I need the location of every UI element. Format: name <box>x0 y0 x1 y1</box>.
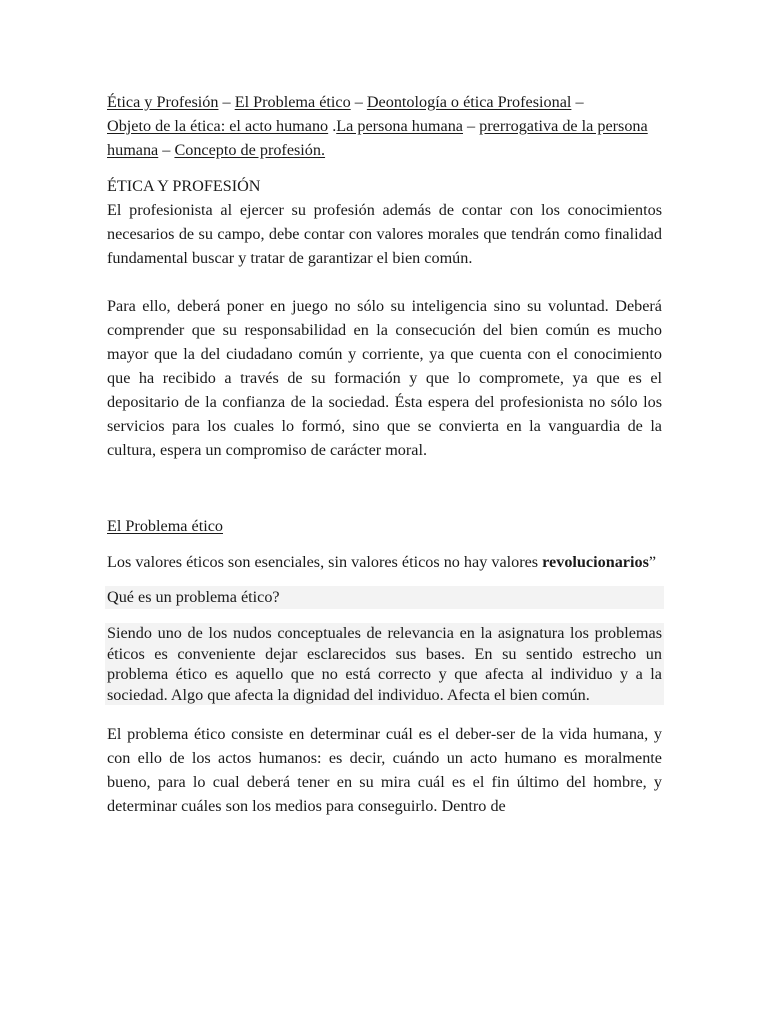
paragraph-para-ello: Para ello, deberá poner en juego no sólo su inteligencia sino su voluntad. Deberá comprender que su responsabilidad en la consecución del bien común es mucho mayor que la del ciudadano común y corriente, ya que cuenta con el conocimiento que ha recibido a través de su formación y que lo compromete, ya que es el depositario de la confianza de la sociedad. Ésta espera del profesionista no sólo los servicios para los cuales lo formó, sino que se convierta en la vanguardia de la cultura, espera un compromiso de carácter moral. <box>107 297 662 459</box>
toc-separator: – <box>462 117 480 135</box>
question-problema-etico: Qué es un problema ético? <box>105 586 664 609</box>
toc-link-prerrogativa[interactable]: prerrogativa de la persona humana <box>107 117 648 159</box>
paragraph-deber-ser: El problema ético consiste en determinar cuál es el deber-ser de la vida humana, y con ello de los actos humanos: es decir, cuándo un acto humano es moralmente bueno, para lo cual deberá tener en su mira cuál es el fin último del hombre, y determinar cuáles son los medios para conseguirlo. Dentro de <box>107 725 662 815</box>
toc-link-concepto-profesion[interactable]: Concepto de profesión. <box>174 141 326 159</box>
toc-separator: – <box>350 93 367 111</box>
table-of-contents <box>107 90 662 162</box>
section-heading-problema-etico: El Problema ético <box>107 517 223 535</box>
definition-problema-etico: Siendo uno de los nudos conceptuales de relevancia en la asignatura los problemas éticos es conveniente dejar esclarecidos sus bases. En su sentido estrecho un problema ético es aquello que no está correcto y que afecta al individuo y a la sociedad. Algo que afecta la dignidad del individuo. Afecta el bien común. <box>107 624 662 704</box>
quote-bold-word: revolucionarios <box>542 553 649 571</box>
section-heading-etica-profesion: ÉTICA Y PROFESIÓN <box>107 177 261 195</box>
quote-closing-mark: ” <box>648 553 657 571</box>
toc-separator: – <box>158 141 175 159</box>
toc-separator: – <box>218 93 235 111</box>
toc-link-persona-humana[interactable]: La persona humana <box>336 117 463 135</box>
toc-link-objeto-etica[interactable]: Objeto de la ética: el acto humano <box>107 117 329 135</box>
document-page <box>107 90 662 818</box>
quote-valores-eticos <box>107 550 662 574</box>
toc-link-deontologia[interactable]: Deontología o ética Profesional <box>366 93 572 111</box>
toc-separator: – <box>571 93 584 111</box>
toc-link-etica-profesion[interactable]: Ética y Profesión <box>107 93 219 111</box>
toc-link-problema-etico[interactable]: El Problema ético <box>234 93 351 111</box>
paragraph-profesionista: El profesionista al ejercer su profesión además de contar con los conocimientos necesarios de su campo, debe contar con valores morales que tendrán como finalidad fundamental buscar y tratar de garantizar el bien común. <box>107 201 662 267</box>
quote-text: Los valores éticos son esenciales, sin valores éticos no hay valores <box>107 553 543 571</box>
toc-separator: . <box>328 117 337 135</box>
